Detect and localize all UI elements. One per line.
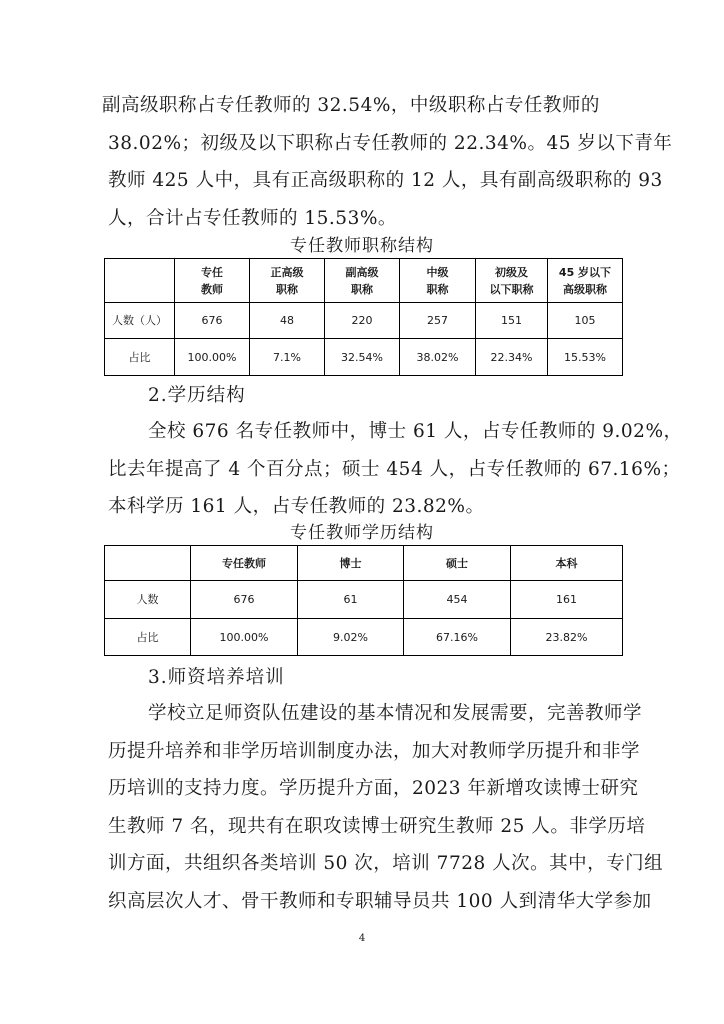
text-line: 学校立足师资队伍建设的基本情况和发展需要，完善教师学 bbox=[148, 703, 643, 724]
table-cell: 454 bbox=[404, 581, 511, 619]
table-cell: 220 bbox=[325, 303, 400, 339]
table-cell: 67.16% bbox=[404, 619, 511, 656]
text-line: 历培训的支持力度。学历提升方面，2023 年新增攻读博士研究 bbox=[108, 778, 639, 799]
table-cell: 38.02% bbox=[400, 339, 476, 376]
table-row bbox=[105, 581, 623, 619]
table-cell: 15.53% bbox=[548, 339, 623, 376]
table-cell: 22.34% bbox=[476, 339, 548, 376]
table2-caption: 专任教师学历结构 bbox=[290, 523, 434, 543]
table1-header-cell: 副高级 职称 bbox=[325, 259, 400, 303]
table-cell: 161 bbox=[511, 581, 623, 619]
table-cell: 23.82% bbox=[511, 619, 623, 656]
text-line: 训方面，共组织各类培训 50 次，培训 7728 人次。其中，专门组 bbox=[108, 853, 664, 874]
row-label: 占比 bbox=[105, 619, 191, 656]
text-line: 教师 425 人中，具有正高级职称的 12 人，具有副高级职称的 93 bbox=[108, 170, 663, 191]
page-number: 4 bbox=[358, 933, 366, 944]
table2-header-cell: 本科 bbox=[511, 546, 623, 581]
section3-paragraph bbox=[108, 695, 664, 920]
table2-corner-cell bbox=[105, 546, 191, 581]
table2-header-cell: 博士 bbox=[298, 546, 404, 581]
table-cell: 105 bbox=[548, 303, 623, 339]
text-line: 历提升培养和非学历培训制度办法，加大对教师学历提升和非学 bbox=[108, 740, 641, 762]
table-cell: 7.1% bbox=[250, 339, 325, 376]
table-cell: 100.00% bbox=[191, 619, 298, 656]
row-label: 人数 bbox=[105, 581, 191, 619]
text-line: 人，合计占专任教师的 15.53%。 bbox=[108, 207, 397, 229]
section2-heading: 2.学历结构 bbox=[148, 385, 246, 406]
table2-header-cell: 硕士 bbox=[404, 546, 511, 581]
table1-header-cell: 初级及 以下职称 bbox=[476, 259, 548, 303]
row-label: 人数（人） bbox=[105, 303, 175, 339]
text-line: 比去年提高了 4 个百分点；硕士 454 人，占专任教师的 67.16%； bbox=[108, 458, 681, 480]
intro-paragraph bbox=[102, 87, 673, 237]
table-cell: 151 bbox=[476, 303, 548, 339]
section3-heading: 3.师资培养培训 bbox=[148, 667, 285, 688]
table-cell: 48 bbox=[250, 303, 325, 339]
text-line: 38.02%；初级及以下职称占专任教师的 22.34%。45 岁以下青年 bbox=[108, 132, 673, 154]
table-cell: 32.54% bbox=[325, 339, 400, 376]
row-label: 占比 bbox=[105, 339, 175, 376]
table1-header-cell: 中级 职称 bbox=[400, 259, 476, 303]
table1-header-cell: 45 岁以下 高级职称 bbox=[548, 259, 623, 303]
table1-caption: 专任教师职称结构 bbox=[290, 236, 434, 256]
table2-header-row bbox=[105, 546, 623, 581]
table1-corner-cell bbox=[105, 259, 175, 303]
table-row bbox=[105, 303, 623, 339]
table-row bbox=[105, 339, 623, 376]
section2-paragraph bbox=[108, 413, 683, 526]
table2-header-cell: 专任教师 bbox=[191, 546, 298, 581]
text-line: 全校 676 名专任教师中，博士 61 人，占专任教师的 9.02%， bbox=[148, 421, 683, 442]
text-line: 生教师 7 名，现共有在职攻读博士研究生教师 25 人。非学历培 bbox=[108, 815, 646, 837]
table-cell: 676 bbox=[191, 581, 298, 619]
table-cell: 257 bbox=[400, 303, 476, 339]
table1-header-row bbox=[105, 259, 623, 303]
table-cell: 61 bbox=[298, 581, 404, 619]
table-cell: 9.02% bbox=[298, 619, 404, 656]
title-structure-table bbox=[104, 258, 623, 376]
text-line: 织高层次人才、骨干教师和专职辅导员共 100 人到清华大学参加 bbox=[108, 890, 652, 912]
table-row bbox=[105, 619, 623, 656]
table1-header-cell: 专任 教师 bbox=[175, 259, 250, 303]
degree-structure-table bbox=[104, 545, 623, 656]
table-cell: 100.00% bbox=[175, 339, 250, 376]
text-line: 副高级职称占专任教师的 32.54%，中级职称占专任教师的 bbox=[102, 95, 600, 116]
table-cell: 676 bbox=[175, 303, 250, 339]
text-line: 本科学历 161 人，占专任教师的 23.82%。 bbox=[108, 496, 485, 517]
table1-header-cell: 正高级 职称 bbox=[250, 259, 325, 303]
